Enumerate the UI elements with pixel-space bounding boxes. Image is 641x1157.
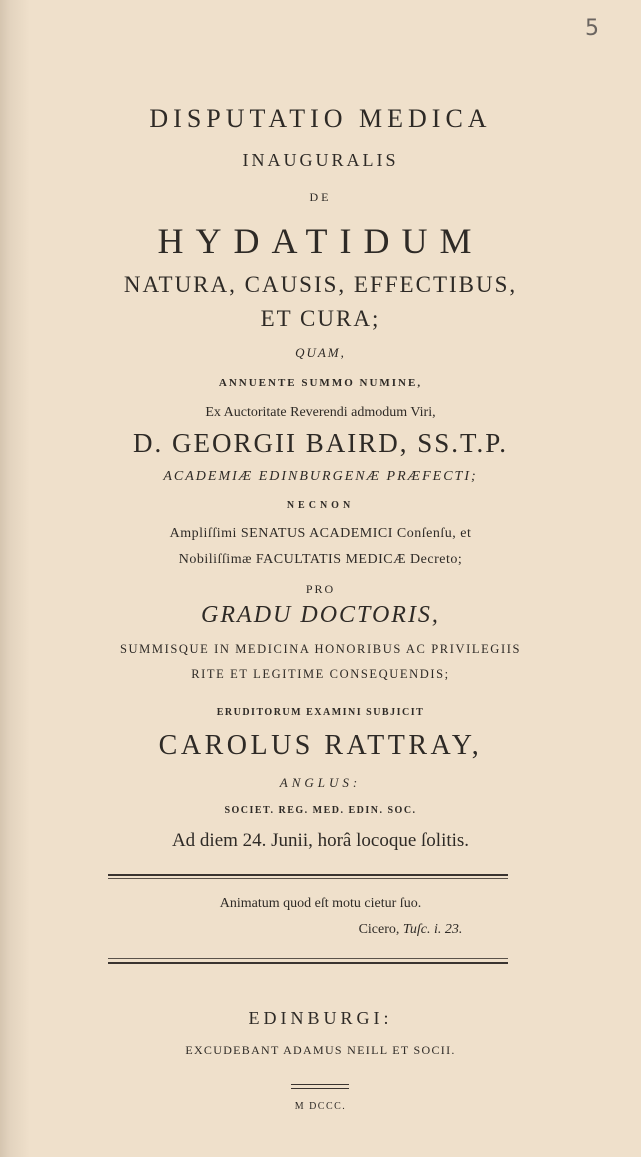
auctoritate-line: Ex Auctoritate Reverendi admodum Viri, xyxy=(205,405,436,420)
imprint-printer: EXCUDEBANT ADAMUS NEILL ET SOCII. xyxy=(185,1043,456,1057)
gradu-doctoris: GRADU DOCTORIS, xyxy=(201,602,440,628)
motto-attribution xyxy=(0,922,641,938)
subtitle-line-2: ET CURA; xyxy=(260,306,381,331)
heading-disputatio-medica: DISPUTATIO MEDICA xyxy=(149,104,492,133)
motto-attribution-text xyxy=(359,922,463,937)
year-rule-lower xyxy=(291,1088,349,1089)
heading-inauguralis: INAUGURALIS xyxy=(242,150,399,170)
imprint-city: EDINBURGI: xyxy=(248,1008,393,1028)
motto-source: Cicero, xyxy=(358,922,400,937)
pro-line: PRO xyxy=(305,582,336,596)
consequendis-line: RITE ET LEGITIME CONSEQUENDIS; xyxy=(191,667,450,681)
heading-de: DE xyxy=(309,190,332,204)
senatus-line: Ampliſſimi SENATUS ACADEMICI Conſenſu, et xyxy=(169,526,472,541)
author-nationality: ANGLUS: xyxy=(279,775,362,790)
society-line: SOCIET. REG. MED. EDIN. SOC. xyxy=(224,805,417,816)
eruditorum-line: ERUDITORUM EXAMINI SUBJICIT xyxy=(216,707,425,718)
main-title: HYDATIDUM xyxy=(157,221,484,261)
imprint-year: M DCCC. xyxy=(294,1101,347,1112)
motto-reference: Tuſc. i. 23. xyxy=(402,922,463,937)
subtitle-line-1: NATURA, CAUSIS, EFFECTIBUS, xyxy=(123,272,518,297)
divider-rule-bottom-thin xyxy=(108,958,508,959)
year-rule-upper xyxy=(291,1084,349,1085)
quam-line: QUAM, xyxy=(295,345,346,360)
shelfmark-annotation: 5 xyxy=(585,16,599,41)
divider-rule-bottom xyxy=(108,962,508,964)
necnon-line: NECNON xyxy=(286,500,355,511)
academiae-line: ACADEMIÆ EDINBURGENÆ PRÆFECTI; xyxy=(163,469,478,484)
motto-quote: Animatum quod eſt motu cietur ſuo. xyxy=(219,896,422,911)
divider-rule-top xyxy=(108,874,508,876)
author-name: CAROLUS RATTRAY, xyxy=(158,730,483,761)
rector-name: D. GEORGII BAIRD, SS.T.P. xyxy=(132,428,509,458)
annuente-line: ANNUENTE SUMMO NUMINE, xyxy=(218,377,423,389)
facultatis-line: Nobiliſſimæ FACULTATIS MEDICÆ Decreto; xyxy=(178,552,463,567)
date-line: Ad diem 24. Junii, horâ locoque ſolitis. xyxy=(171,830,470,851)
divider-rule-top-thin xyxy=(108,878,508,879)
honoribus-line: SUMMISQUE IN MEDICINA HONORIBUS AC PRIVILEGIIS xyxy=(119,642,522,656)
